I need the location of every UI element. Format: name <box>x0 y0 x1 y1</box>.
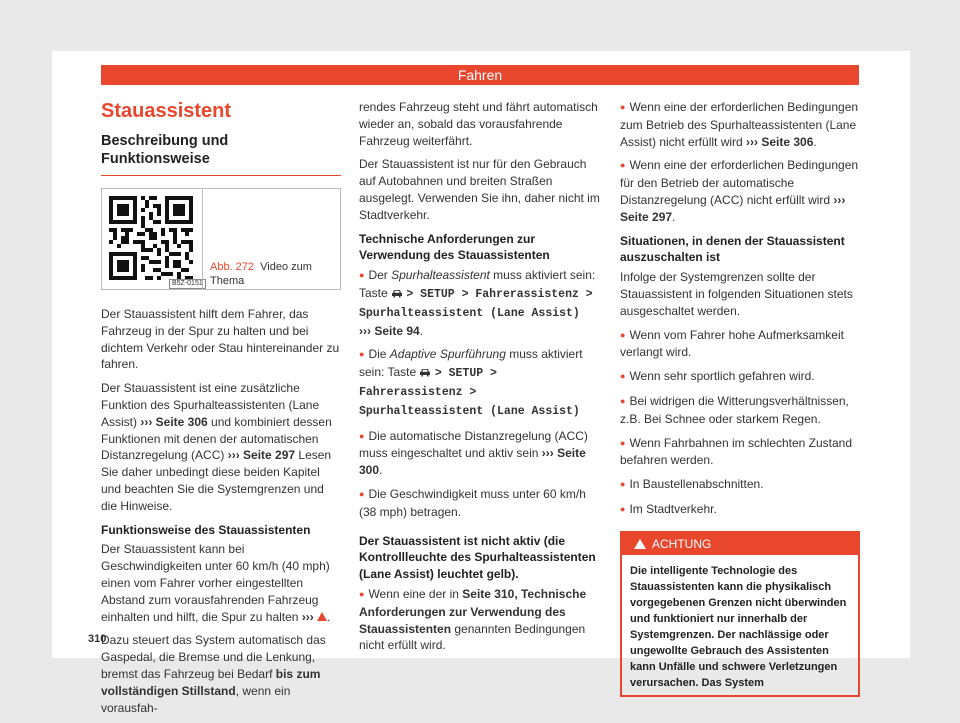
warning-triangle-icon <box>634 539 646 549</box>
warning-box <box>620 531 860 697</box>
page-reference-link[interactable]: ››› Seite 300 <box>359 446 586 478</box>
section-title: Stauassistent <box>101 100 232 122</box>
figure-divider <box>202 189 203 289</box>
warning-header <box>622 533 858 555</box>
page-reference-link[interactable]: ››› Seite 306 <box>140 414 208 429</box>
column-3 <box>620 99 860 697</box>
page-reference-link[interactable]: ››› Seite 297 <box>227 448 296 463</box>
heading: Der Stauassistent ist nicht aktiv (die Kontrollleuchte des Spurhalteassistenten (Lane Assist) leuchtet gelb). <box>359 533 596 582</box>
page-reference-link[interactable]: ››› Seite 297 <box>620 192 846 224</box>
list-item: ● Die automatische Distanzregelung (ACC) muss eingeschaltet und aktiv sein ››› Seite 300. <box>359 428 602 479</box>
figure-caption <box>210 260 340 288</box>
paragraph: Der Stauassistent ist eine zusätzliche Funktion des Spurhalteassistenten (Lane Assist) ››› Seite 306 und kombiniert dessen Funktionen mit denen der automatischen Distanzregelung (ACC) ››› Seite 297 Lesen Sie daher unbedingt diese beiden Kapitel und beachten Sie die Systemgrenzen und die Hinweise. <box>101 381 332 513</box>
list-item: ● Der Spurhalteassistent muss aktiviert sein: Taste > SETUP > Fahrerassistenz > Spurhalteassistent (Lane Assist) ››› Seite 94. <box>359 267 602 339</box>
car-icon <box>419 368 431 377</box>
page-number: 310 <box>88 633 107 645</box>
column-2 <box>359 99 602 661</box>
heading: Situationen, in denen der Stauassistent auszuschalten ist <box>620 233 845 265</box>
list-item: ● In Baustellenabschnitten. <box>620 476 860 494</box>
car-icon <box>391 289 403 298</box>
figure-number: Abb. 272 <box>210 261 255 273</box>
page-reference-link[interactable]: ››› Seite 94 <box>359 323 420 338</box>
paragraph: Der Stauassistent ist nur für den Gebrauch auf Autobahnen und breiten Straßen ausgelegt. Verwenden Sie ihn, daher nicht im Stadtverkehr. <box>359 157 600 222</box>
column-1 <box>101 98 341 723</box>
list-item: ● Wenn sehr sportlich gefahren wird. <box>620 368 860 386</box>
paragraph: Der Stauassistent hilft dem Fahrer, das Fahrzeug in der Spur zu halten und bei dichtem Verkehr oder Stau hintereinander zu fahren. <box>101 307 340 372</box>
paragraph: Dazu steuert das System automatisch das Gaspedal, die Bremse und die Lenkung, bremst das Fahrzeug bei Bedarf bis zum vollständigen Stillstand, wenn ein vorausfah- <box>101 633 326 715</box>
paragraph: Infolge der Systemgrenzen sollte der Stauassistent in folgenden Situationen stets ausgeschaltet werden. <box>620 270 853 318</box>
warning-triangle-icon <box>317 612 327 621</box>
qr-code-icon <box>109 196 193 280</box>
subsection-title: Beschreibung und Funktionsweise <box>101 132 341 176</box>
page-reference-link[interactable]: ››› Seite 306 <box>746 134 814 149</box>
heading: Technische Anforderungen zur Verwendung des Stauassistenten <box>359 231 550 263</box>
list-item: ● Wenn eine der in Seite 310, Technische Anforderungen zur Verwendung des Stauassistenten genannten Bedingungen nicht erfüllt wird. <box>359 586 602 654</box>
list-item: ● Im Stadtverkehr. <box>620 501 860 519</box>
chapter-header: Fahren <box>101 65 859 85</box>
list-item: ● Wenn eine der erforderlichen Bedingungen zum Betrieb des Spurhalteassistenten (Lane Assist) nicht erfüllt wird ››› Seite 306. <box>620 99 860 150</box>
list-item: ● Die Adaptive Spurführung muss aktiviert sein: Taste > SETUP > Fahrerassistenz > Spurhalteassistent (Lane Assist) <box>359 346 602 420</box>
warning-reference-link[interactable]: ››› <box>301 609 314 624</box>
heading: Funktionsweise des Stauassistenten <box>101 522 311 537</box>
warning-title: ACHTUNG <box>652 536 712 551</box>
paragraph: Der Stauassistent kann bei Geschwindigkeiten unter 60 km/h (40 mph) einen vom Fahrer vorher eingestellten Abstand zum vorausfahrenden Fahrzeug einhalten und hilft, die Spur zu halten ››› . <box>101 542 331 624</box>
qr-code-label: B5Z-0151 <box>169 279 206 289</box>
list-item: ● Die Geschwindigkeit muss unter 60 km/h (38 mph) betragen. <box>359 486 602 521</box>
figure-box <box>101 188 341 290</box>
paragraph: rendes Fahrzeug steht und fährt automatisch wieder an, sobald das vorausfahrende Fahrzeug weiterfährt. <box>359 100 598 148</box>
figure-caption-text: Video zum Thema <box>210 261 312 287</box>
list-item: ● Wenn Fahrbahnen im schlechten Zustand befahren werden. <box>620 435 860 470</box>
list-item: ● Wenn vom Fahrer hohe Aufmerksamkeit verlangt wird. <box>620 327 860 362</box>
list-item: ● Wenn eine der erforderlichen Bedingungen für den Betrieb der automatische Distanzregelung (ACC) nicht erfüllt wird ››› Seite 297. <box>620 157 860 225</box>
list-item: ● Bei widrigen die Witterungsverhältnissen, z.B. Bei Schnee oder starkem Regen. <box>620 393 860 428</box>
page-reference-link[interactable]: Seite 310, Technische Anforderungen zur Verwendung des Stauassistenten <box>359 586 587 636</box>
warning-text: Die intelligente Technologie des Stauassistenten kann die physikalisch vorgegebenen Grenzen nicht überwinden und funktioniert nur innerhalb der Systemgrenzen. Der nachlässige oder ungewollte Gebrauch des Assistenten kann Unfälle und schwere Verletzungen verursachen. Das System <box>630 564 847 689</box>
